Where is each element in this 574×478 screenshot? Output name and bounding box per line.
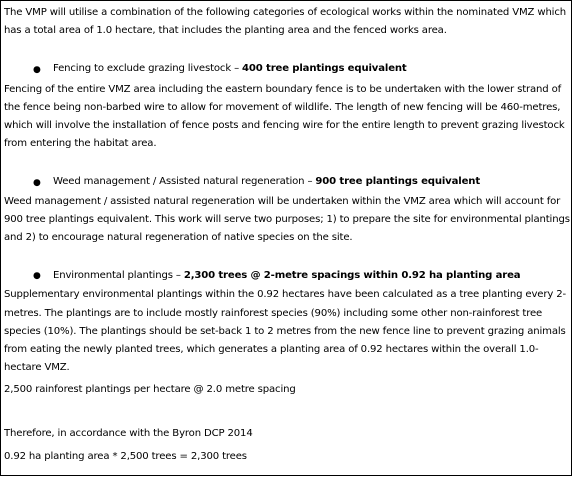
weed-management-paragraph: Weed management / assisted natural regeneration will be undertaken within the VMZ area which will account for 900 tree plantings equivalent. This work will serve two purposes; 1) to prepare the site for environmental plantings and 2) to encourage natural regeneration of native species on the site. <box>4 195 570 244</box>
bullet-text: Fencing to exclude grazing livestock – <box>53 63 243 75</box>
calculation-line: 0.92 ha planting area * 2,500 trees = 2,300 trees <box>4 450 247 462</box>
density-line: 2,500 rainforest plantings per hectare @ 2.0 metre spacing <box>4 384 296 396</box>
bullet-fencing <box>33 60 570 78</box>
document-body <box>4 4 570 466</box>
therefore-line: Therefore, in accordance with the Byron DCP 2014 <box>4 427 253 439</box>
bullet-dot-icon: ● <box>33 177 41 188</box>
intro-paragraph: The VMP will utilise a combination of the following categories of ecological works within the nominated VMZ which has a total area of 1.0 hectare, that includes the planting area and the fenced works area. <box>4 7 566 37</box>
bullet-weed-management <box>33 173 570 191</box>
bullet-dot-icon: ● <box>33 271 41 282</box>
bullet-dot-icon: ● <box>33 64 41 75</box>
bullet-bold-text: 900 tree plantings equivalent <box>315 176 480 188</box>
bullet-environmental-plantings <box>33 267 570 285</box>
bullet-text: Environmental plantings – <box>53 270 184 282</box>
bullet-text: Weed management / Assisted natural regeneration – <box>53 176 316 188</box>
bullet-bold-text: 400 tree plantings equivalent <box>242 63 407 75</box>
plantings-paragraph: Supplementary environmental plantings within the 0.92 hectares have been calculated as a tree planting every 2-metres. The plantings are to include mostly rainforest species (90%) including some other non-rainforest tree species (10%). The plantings should be set-back 1 to 2 metres from the new fence line to prevent grazing animals from eating the newly planted trees, which generates a planting area of 0.92 hectares within the overall 1.0-hectare VMZ. <box>4 289 566 374</box>
fencing-paragraph: Fencing of the entire VMZ area including the eastern boundary fence is to be undertaken with the lower strand of the fence being non-barbed wire to allow for movement of wildlife. The length of new fencing will be 460-metres, which will involve the installation of fence posts and fencing wire for the entire length to prevent grazing livestock from entering the habitat area. <box>4 83 565 150</box>
bullet-bold-text: 2,300 trees @ 2-metre spacings within 0.92 ha planting area <box>183 270 521 282</box>
